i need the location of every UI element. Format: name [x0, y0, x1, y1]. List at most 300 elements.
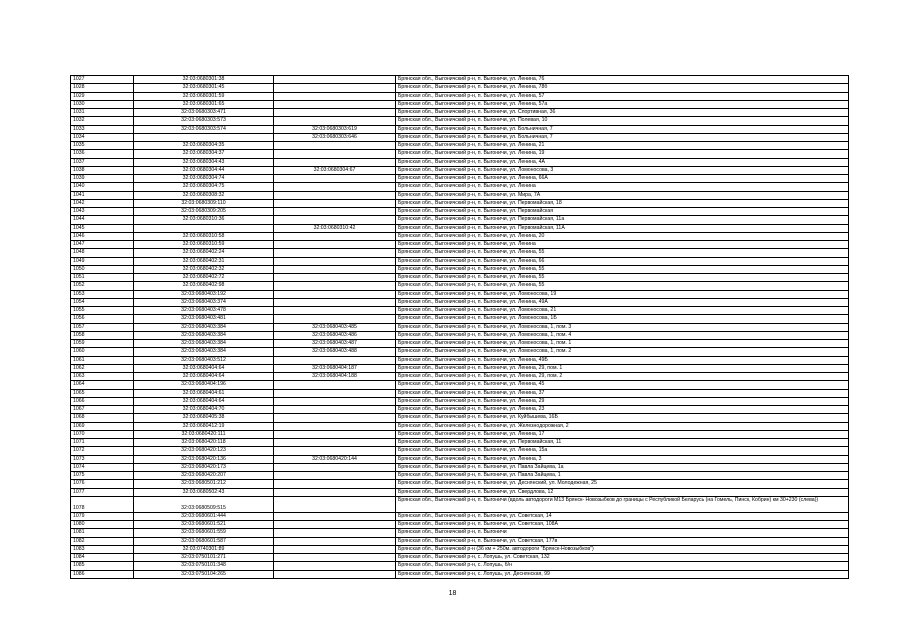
address-cell: Брянская обл., Выгоничский р-н, п. Выгоничи, ул. Первомайская — [396, 208, 849, 216]
row-number-cell: 1049 — [71, 257, 134, 265]
table-row — [71, 199, 849, 207]
related-cadastral-number-cell — [274, 282, 396, 290]
row-number-cell: 1059 — [71, 340, 134, 348]
address-cell: Брянская обл., Выгоничский р-н, п. Выгоничи, ул. Советская, 108А — [396, 521, 849, 529]
address-cell: Брянская обл., Выгоничский р-н, п. Выгоничи, ул. Первомайская, 18 — [396, 199, 849, 207]
row-number-cell: 1035 — [71, 142, 134, 150]
table-row — [71, 389, 849, 397]
table-row — [71, 158, 849, 166]
address-cell: Брянская обл., Выгоничский р-н, п. Выгоничи, ул. Ленина, 3 — [396, 455, 849, 463]
address-cell: Брянская обл., Выгоничский р-н, п. Выгоничи, ул. Свердлова, 12 — [396, 488, 849, 496]
related-cadastral-number-cell — [274, 463, 396, 471]
row-number-cell: 1067 — [71, 406, 134, 414]
table-row — [71, 356, 849, 364]
cadastral-number-cell: 32:03:0680601:587 — [134, 537, 274, 545]
row-number-cell: 1062 — [71, 364, 134, 372]
cadastral-number-cell: 32:03:0680420:111 — [134, 430, 274, 438]
address-cell: Брянская обл., Выгоничский р-н, п. Выгоничи, ул. Ленина, 29 — [396, 397, 849, 405]
table-row — [71, 142, 849, 150]
cadastral-number-cell: 32:03:0680420:173 — [134, 463, 274, 471]
row-number-cell: 1066 — [71, 397, 134, 405]
address-cell: Брянская обл., Выгоничский р-н, п. Выгоничи, ул. Куйбышева, 16Б — [396, 414, 849, 422]
cadastral-number-cell: 32:03:0750101:348 — [134, 562, 274, 570]
cadastral-number-cell: 32:03:0680420:118 — [134, 439, 274, 447]
related-cadastral-number-cell — [274, 109, 396, 117]
cadastral-number-cell: 32:03:0680420:207 — [134, 472, 274, 480]
address-cell: Брянская обл., Выгоничский р-н, п. Выгоничи, ул. Ленина, 20 — [396, 232, 849, 240]
table-row — [71, 570, 849, 578]
cadastral-number-cell: 32:03:0680304:43 — [134, 158, 274, 166]
related-cadastral-number-cell — [274, 472, 396, 480]
address-cell: Брянская обл., Выгоничский р-н, п. Выгоничи, ул. Ленина, 55 — [396, 265, 849, 273]
related-cadastral-number-cell: 32:03:0680403:488 — [274, 348, 396, 356]
address-cell: Брянская обл., Выгоничский р-н, п. Выгоничи, ул. Ломоносова, 1, пом. 3 — [396, 323, 849, 331]
table-row — [71, 406, 849, 414]
table-row — [71, 364, 849, 372]
related-cadastral-number-cell — [274, 290, 396, 298]
cadastral-number-cell: 32:03:0680309:205 — [134, 208, 274, 216]
address-cell: Брянская обл., Выгоничский р-н, п. Выгоничи, ул. Ленина, 17 — [396, 430, 849, 438]
cadastral-number-cell: 32:03:0680310:59 — [134, 241, 274, 249]
address-cell: Брянская обл., Выгоничский р-н, п. Выгоничи, ул. Ленина, 29, пом. 2 — [396, 373, 849, 381]
row-number-cell: 1048 — [71, 249, 134, 257]
related-cadastral-number-cell — [274, 422, 396, 430]
table-row — [71, 307, 849, 315]
related-cadastral-number-cell — [274, 183, 396, 191]
address-cell: Брянская обл., Выгоничский р-н, п. Выгоничи, ул. Ленина, 15а — [396, 447, 849, 455]
address-cell: Брянская обл., Выгоничский р-н, п. Выгоничи, ул. Ленина, 55 — [396, 282, 849, 290]
row-number-cell: 1032 — [71, 117, 134, 125]
table-row — [71, 216, 849, 224]
row-number-cell: 1084 — [71, 554, 134, 562]
related-cadastral-number-cell — [274, 480, 396, 488]
related-cadastral-number-cell — [274, 554, 396, 562]
related-cadastral-number-cell — [274, 406, 396, 414]
related-cadastral-number-cell: 32:03:0680303:619 — [274, 125, 396, 133]
row-number-cell: 1058 — [71, 331, 134, 339]
cadastral-number-cell: 32:03:0680403:192 — [134, 290, 274, 298]
cadastral-number-cell: 32:03:0680403:478 — [134, 307, 274, 315]
address-cell: Брянская обл., Выгоничский р-н, с. Лопушь, ул. Деснянская, 99 — [396, 570, 849, 578]
cadastral-number-cell: 32:03:0740301:89 — [134, 545, 274, 553]
cadastral-number-cell: 32:03:0680509:515 — [134, 496, 274, 512]
cadastral-number-cell: 32:03:0680420:136 — [134, 455, 274, 463]
address-cell: Брянская обл., Выгоничский р-н, п. Выгоничи, ул. Ленина, 23 — [396, 406, 849, 414]
table-row — [71, 100, 849, 108]
related-cadastral-number-cell — [274, 100, 396, 108]
related-cadastral-number-cell: 32:03:0680304:67 — [274, 166, 396, 174]
table-row — [71, 323, 849, 331]
cadastral-number-cell: 32:03:0680303:574 — [134, 125, 274, 133]
cadastral-number-cell — [134, 133, 274, 141]
related-cadastral-number-cell — [274, 488, 396, 496]
related-cadastral-number-cell — [274, 249, 396, 257]
cadastral-number-cell: 32:03:0680420:123 — [134, 447, 274, 455]
related-cadastral-number-cell: 32:03:0680404:187 — [274, 364, 396, 372]
address-cell: Брянская обл., Выгоничский р-н, п. Выгоничи, ул. Первомайская, 11а — [396, 216, 849, 224]
related-cadastral-number-cell — [274, 356, 396, 364]
table-row — [71, 109, 849, 117]
table-row — [71, 298, 849, 306]
table-row — [71, 430, 849, 438]
related-cadastral-number-cell — [274, 447, 396, 455]
row-number-cell: 1027 — [71, 76, 134, 84]
table-row — [71, 191, 849, 199]
cadastral-number-cell: 32:03:0680403:384 — [134, 348, 274, 356]
address-cell: Брянская обл., Выгоничский р-н, п. Выгоничи, ул. Деснянский, ул. Молодежная, 25 — [396, 480, 849, 488]
cadastral-number-cell: 32:03:0680403:481 — [134, 315, 274, 323]
row-number-cell: 1082 — [71, 537, 134, 545]
table-row — [71, 331, 849, 339]
row-number-cell: 1051 — [71, 274, 134, 282]
table-row — [71, 562, 849, 570]
address-cell: Брянская обл., Выгоничский р-н, п. Выгоничи, ул. Ленина, 66А — [396, 175, 849, 183]
table-row — [71, 554, 849, 562]
address-cell: Брянская обл., Выгоничский р-н, п. Выгоничи, ул. Ленина, 29, пом. 1 — [396, 364, 849, 372]
table-row — [71, 422, 849, 430]
table-row — [71, 232, 849, 240]
related-cadastral-number-cell — [274, 389, 396, 397]
row-number-cell: 1037 — [71, 158, 134, 166]
address-cell: Брянская обл., Выгоничский р-н, п. Выгоничи, ул. Ленина, 55 — [396, 274, 849, 282]
address-cell: Брянская обл., Выгоничский р-н, п. Выгоничи, ул. Ленина, 57 — [396, 92, 849, 100]
address-cell: Брянская обл., Выгоничский р-н, п. Выгоничи, ул. Ленина, 4А — [396, 158, 849, 166]
address-cell: Брянская обл., Выгоничский р-н, п. Выгоничи, ул. Больничная, 7 — [396, 125, 849, 133]
related-cadastral-number-cell — [274, 175, 396, 183]
address-cell: Брянская обл., Выгоничский р-н, п. Выгоничи, ул. Ленина — [396, 183, 849, 191]
table-row — [71, 183, 849, 191]
row-number-cell: 1063 — [71, 373, 134, 381]
row-number-cell: 1047 — [71, 241, 134, 249]
cadastral-number-cell: 32:03:0680301:65 — [134, 100, 274, 108]
row-number-cell: 1054 — [71, 298, 134, 306]
table-row — [71, 265, 849, 273]
address-cell: Брянская обл., Выгоничский р-н, п. Выгоничи, ул. Советская, 14 — [396, 512, 849, 520]
cadastral-number-cell: 32:03:0680402:31 — [134, 257, 274, 265]
table-row — [71, 463, 849, 471]
related-cadastral-number-cell: 32:03:0680403:486 — [274, 331, 396, 339]
row-number-cell: 1029 — [71, 92, 134, 100]
related-cadastral-number-cell — [274, 529, 396, 537]
row-number-cell: 1060 — [71, 348, 134, 356]
cadastral-number-cell: 32:03:0680301:38 — [134, 76, 274, 84]
related-cadastral-number-cell — [274, 117, 396, 125]
cadastral-number-cell: 32:03:0680403:512 — [134, 356, 274, 364]
cadastral-number-cell: 32:03:0680601:559 — [134, 529, 274, 537]
related-cadastral-number-cell — [274, 439, 396, 447]
cadastral-number-cell: 32:03:0680404:64 — [134, 373, 274, 381]
related-cadastral-number-cell — [274, 381, 396, 389]
row-number-cell: 1036 — [71, 150, 134, 158]
table-row — [71, 282, 849, 290]
row-number-cell: 1065 — [71, 389, 134, 397]
row-number-cell: 1068 — [71, 414, 134, 422]
related-cadastral-number-cell — [274, 158, 396, 166]
address-cell: Брянская обл., Выгоничский р-н, п. Выгоничи, ул. Спортивная, 36 — [396, 109, 849, 117]
address-cell: Брянская обл., Выгоничский р-н, п. Выгоничи, ул. Ленина, 76 — [396, 76, 849, 84]
cadastral-number-cell: 32:03:0680404:64 — [134, 364, 274, 372]
cadastral-number-cell: 32:03:0680310:36 — [134, 216, 274, 224]
cadastral-number-cell: 32:03:0680403:384 — [134, 340, 274, 348]
cadastral-number-cell: 32:03:0680303:471 — [134, 109, 274, 117]
related-cadastral-number-cell: 32:03:0680404:188 — [274, 373, 396, 381]
row-number-cell: 1038 — [71, 166, 134, 174]
cadastral-number-cell: 32:03:0680412:19 — [134, 422, 274, 430]
address-cell: Брянская обл., Выгоничский р-н (36 км + 250м. автодороги "Брянск-Новозыбков") — [396, 545, 849, 553]
related-cadastral-number-cell — [274, 142, 396, 150]
address-cell: Брянская обл., Выгоничский р-н, п. Выгоничи, ул. Ленина, 66 — [396, 257, 849, 265]
related-cadastral-number-cell — [274, 496, 396, 512]
cadastral-number-cell: 32:03:0680304:75 — [134, 183, 274, 191]
address-cell: Брянская обл., Выгоничский р-н, п. Выгоничи, ул. Железнодорожная, 2 — [396, 422, 849, 430]
related-cadastral-number-cell — [274, 232, 396, 240]
cadastral-number-cell: 32:03:0680402:24 — [134, 249, 274, 257]
table-row — [71, 439, 849, 447]
table-row — [71, 274, 849, 282]
cadastral-number-cell: 32:03:0680404:61 — [134, 389, 274, 397]
table-row — [71, 257, 849, 265]
table-row — [71, 447, 849, 455]
table-row — [71, 348, 849, 356]
address-cell: Брянская обл., Выгоничский р-н, п. Выгоничи, ул. Ломоносова, 1, пом. 1 — [396, 340, 849, 348]
table-row — [71, 76, 849, 84]
row-number-cell: 1028 — [71, 84, 134, 92]
related-cadastral-number-cell — [274, 521, 396, 529]
row-number-cell: 1044 — [71, 216, 134, 224]
row-number-cell: 1064 — [71, 381, 134, 389]
table-row — [71, 496, 849, 512]
cadastral-number-cell — [134, 224, 274, 232]
related-cadastral-number-cell — [274, 315, 396, 323]
table-row — [71, 224, 849, 232]
table-row — [71, 84, 849, 92]
table-row — [71, 472, 849, 480]
row-number-cell: 1086 — [71, 570, 134, 578]
cadastral-number-cell: 32:03:0680403:384 — [134, 323, 274, 331]
cadastral-number-cell: 32:03:0680402:98 — [134, 282, 274, 290]
address-cell: Брянская обл., Выгоничский р-н, п. Выгоничи, ул. Ленина, 57а — [396, 100, 849, 108]
address-cell: Брянская обл., Выгоничский р-н, п. Выгоничи, ул. Ломоносова, 3 — [396, 166, 849, 174]
table-row — [71, 92, 849, 100]
address-cell: Брянская обл., Выгоничский р-н, п. Выгоничи, ул. Ленина, 55 — [396, 249, 849, 257]
row-number-cell: 1078 — [71, 496, 134, 512]
table-row — [71, 208, 849, 216]
cadastral-number-cell: 32:03:0680501:212 — [134, 480, 274, 488]
related-cadastral-number-cell — [274, 216, 396, 224]
table-row — [71, 133, 849, 141]
cadastral-number-cell: 32:03:0680404:64 — [134, 397, 274, 405]
address-cell: Брянская обл., Выгоничский р-н, п. Выгоничи, ул. Ломоносова, 1, пом. 4 — [396, 331, 849, 339]
row-number-cell: 1052 — [71, 282, 134, 290]
row-number-cell: 1042 — [71, 199, 134, 207]
row-number-cell: 1050 — [71, 265, 134, 273]
address-cell: Брянская обл., Выгоничский р-н, п. Выгоничи, ул. Павла Зайцева, 1 — [396, 472, 849, 480]
address-cell: Брянская обл., Выгоничский р-н, п. Выгоничи, ул. Мира, 7А — [396, 191, 849, 199]
table-row — [71, 488, 849, 496]
address-cell: Брянская обл., Выгоничский р-н, с. Лопушь, ул. Советская, 132 — [396, 554, 849, 562]
row-number-cell: 1075 — [71, 472, 134, 480]
cadastral-number-cell: 32:03:0680304:35 — [134, 142, 274, 150]
address-cell: Брянская обл., Выгоничский р-н, п. Выгоничи, ул. Павла Зайцева, 1а — [396, 463, 849, 471]
address-cell: Брянская обл., Выгоничский р-н, п. Выгоничи (вдоль автодороги М13 Брянск- Новозыбков до границы с Республикой Беларусь (на Гомель, Пинск, Кобрин) км 30+230 (слева)) — [396, 496, 849, 512]
related-cadastral-number-cell — [274, 191, 396, 199]
related-cadastral-number-cell — [274, 208, 396, 216]
table-row — [71, 397, 849, 405]
table-row — [71, 241, 849, 249]
address-cell: Брянская обл., Выгоничский р-н, п. Выгоничи, ул. Первомайская, 11А — [396, 224, 849, 232]
cadastral-number-cell: 32:03:0680403:384 — [134, 331, 274, 339]
row-number-cell: 1034 — [71, 133, 134, 141]
related-cadastral-number-cell — [274, 84, 396, 92]
row-number-cell: 1083 — [71, 545, 134, 553]
row-number-cell: 1073 — [71, 455, 134, 463]
row-number-cell: 1043 — [71, 208, 134, 216]
table-row — [71, 340, 849, 348]
related-cadastral-number-cell — [274, 562, 396, 570]
table-row — [71, 455, 849, 463]
related-cadastral-number-cell — [274, 92, 396, 100]
address-cell: Брянская обл., Выгоничский р-н, п. Выгоничи, ул. Полевая, 10 — [396, 117, 849, 125]
address-cell: Брянская обл., Выгоничский р-н, п. Выгоничи, ул. Ленина, 19 — [396, 150, 849, 158]
table-row — [71, 521, 849, 529]
row-number-cell: 1069 — [71, 422, 134, 430]
address-cell: Брянская обл., Выгоничский р-н, п. Выгоничи, ул. Советская, 177в — [396, 537, 849, 545]
row-number-cell: 1061 — [71, 356, 134, 364]
cadastral-number-cell: 32:03:0680303:573 — [134, 117, 274, 125]
cadastral-number-cell: 32:03:0680301:59 — [134, 92, 274, 100]
row-number-cell: 1085 — [71, 562, 134, 570]
row-number-cell: 1039 — [71, 175, 134, 183]
table-row — [71, 125, 849, 133]
row-number-cell: 1081 — [71, 529, 134, 537]
table-row — [71, 512, 849, 520]
page-number: 18 — [448, 590, 457, 597]
related-cadastral-number-cell — [274, 537, 396, 545]
table-row — [71, 166, 849, 174]
row-number-cell: 1033 — [71, 125, 134, 133]
related-cadastral-number-cell — [274, 298, 396, 306]
cadastral-number-cell: 32:03:0680301:45 — [134, 84, 274, 92]
related-cadastral-number-cell — [274, 307, 396, 315]
related-cadastral-number-cell — [274, 570, 396, 578]
address-cell: Брянская обл., Выгоничский р-н, п. Выгоничи, ул. Ленина — [396, 241, 849, 249]
table-row — [71, 315, 849, 323]
cadastral-number-cell: 32:03:0680304:74 — [134, 175, 274, 183]
row-number-cell: 1070 — [71, 430, 134, 438]
related-cadastral-number-cell: 32:03:0680420:144 — [274, 455, 396, 463]
related-cadastral-number-cell: 32:03:0680403:487 — [274, 340, 396, 348]
address-cell: Брянская обл., Выгоничский р-н, п. Выгоничи, ул. Ломоносова, 1, пом. 2 — [396, 348, 849, 356]
cadastral-number-cell: 32:03:0680310:58 — [134, 232, 274, 240]
row-number-cell: 1057 — [71, 323, 134, 331]
row-number-cell: 1077 — [71, 488, 134, 496]
related-cadastral-number-cell — [274, 430, 396, 438]
row-number-cell: 1045 — [71, 224, 134, 232]
related-cadastral-number-cell — [274, 241, 396, 249]
related-cadastral-number-cell — [274, 274, 396, 282]
row-number-cell: 1030 — [71, 100, 134, 108]
related-cadastral-number-cell: 32:03:0680403:485 — [274, 323, 396, 331]
table-row — [71, 545, 849, 553]
table-row — [71, 381, 849, 389]
related-cadastral-number-cell — [274, 545, 396, 553]
cadastral-number-cell: 32:03:0750104:265 — [134, 570, 274, 578]
address-cell: Брянская обл., Выгоничский р-н, п. Выгоничи, ул. Ленина, 37 — [396, 389, 849, 397]
table-row — [71, 529, 849, 537]
address-cell: Брянская обл., Выгоничский р-н, п. Выгоничи, ул. Ленина, 21 — [396, 142, 849, 150]
cadastral-number-cell: 32:03:0680404:70 — [134, 406, 274, 414]
row-number-cell: 1041 — [71, 191, 134, 199]
related-cadastral-number-cell — [274, 265, 396, 273]
register-table-body — [71, 76, 849, 579]
cadastral-number-cell: 32:03:0680601:521 — [134, 521, 274, 529]
cadastral-number-cell: 32:03:0680402:72 — [134, 274, 274, 282]
related-cadastral-number-cell — [274, 150, 396, 158]
row-number-cell: 1079 — [71, 512, 134, 520]
address-cell: Брянская обл., Выгоничский р-н, п. Выгоничи, ул. Больничная, 7 — [396, 133, 849, 141]
cadastral-number-cell: 32:03:0680402:32 — [134, 265, 274, 273]
address-cell: Брянская обл., Выгоничский р-н, п. Выгоничи, ул. Ленина, 49А — [396, 298, 849, 306]
related-cadastral-number-cell — [274, 199, 396, 207]
row-number-cell: 1071 — [71, 439, 134, 447]
row-number-cell: 1074 — [71, 463, 134, 471]
related-cadastral-number-cell — [274, 414, 396, 422]
address-cell: Брянская обл., Выгоничский р-н, п. Выгоничи, ул. Ленина, 45 — [396, 381, 849, 389]
row-number-cell: 1076 — [71, 480, 134, 488]
table-row — [71, 150, 849, 158]
related-cadastral-number-cell: 32:03:0680303:646 — [274, 133, 396, 141]
related-cadastral-number-cell — [274, 257, 396, 265]
cadastral-number-cell: 32:03:0680403:374 — [134, 298, 274, 306]
cadastral-number-cell: 32:03:0680308:32 — [134, 191, 274, 199]
related-cadastral-number-cell — [274, 397, 396, 405]
address-cell: Брянская обл., Выгоничский р-н, п. Выгоничи, ул. Ленина, 78б — [396, 84, 849, 92]
address-cell: Брянская обл., Выгоничский р-н, п. Выгоничи, ул. Первомайская, 11 — [396, 439, 849, 447]
table-row — [71, 537, 849, 545]
cadastral-number-cell: 32:03:0680404:196 — [134, 381, 274, 389]
table-row — [71, 373, 849, 381]
table-row — [71, 249, 849, 257]
cadastral-number-cell: 32:03:0680304:37 — [134, 150, 274, 158]
address-cell: Брянская обл., Выгоничский р-н, п. Выгоничи, ул. Ленина, 49Б — [396, 356, 849, 364]
row-number-cell: 1046 — [71, 232, 134, 240]
related-cadastral-number-cell — [274, 76, 396, 84]
cadastral-number-cell: 32:03:0680309:110 — [134, 199, 274, 207]
related-cadastral-number-cell — [274, 512, 396, 520]
cadastral-number-cell: 32:03:0680502:43 — [134, 488, 274, 496]
address-cell: Брянская обл., Выгоничский р-н, п. Выгоничи — [396, 529, 849, 537]
table-row — [71, 175, 849, 183]
row-number-cell: 1053 — [71, 290, 134, 298]
address-cell: Брянская обл., Выгоничский р-н, п. Выгоничи, ул. Ломоносова, 21 — [396, 307, 849, 315]
row-number-cell: 1055 — [71, 307, 134, 315]
table-row — [71, 117, 849, 125]
row-number-cell: 1056 — [71, 315, 134, 323]
address-cell: Брянская обл., Выгоничский р-н, п. Выгоничи, ул. Ломоносова, 1Б — [396, 315, 849, 323]
table-row — [71, 414, 849, 422]
row-number-cell: 1080 — [71, 521, 134, 529]
row-number-cell: 1031 — [71, 109, 134, 117]
address-cell: Брянская обл., Выгоничский р-н, п. Выгоничи, ул. Ломоносова, 19 — [396, 290, 849, 298]
cadastral-number-cell: 32:03:0750101:271 — [134, 554, 274, 562]
property-register-table — [70, 75, 849, 579]
table-row — [71, 480, 849, 488]
cadastral-number-cell: 32:03:0680405:38 — [134, 414, 274, 422]
cadastral-number-cell: 32:03:0680601:444 — [134, 512, 274, 520]
row-number-cell: 1040 — [71, 183, 134, 191]
address-cell: Брянская обл., Выгоничский р-н, с. Лопушь, б/н — [396, 562, 849, 570]
cadastral-number-cell: 32:03:0680304:44 — [134, 166, 274, 174]
